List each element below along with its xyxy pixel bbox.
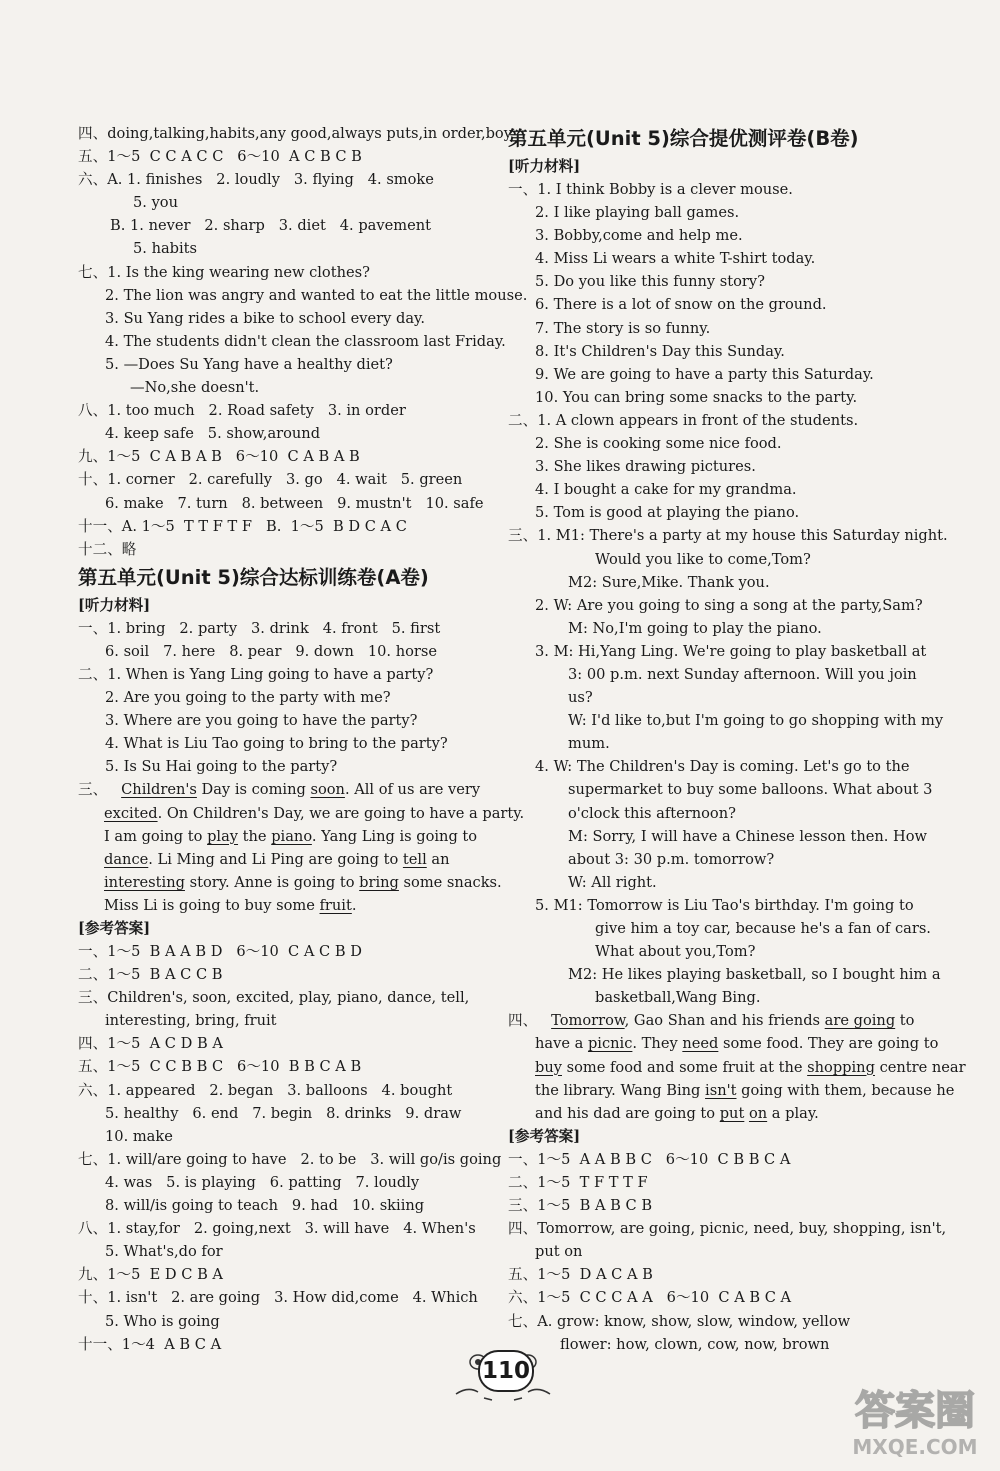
listening-material-header: [听力材料] — [78, 596, 151, 614]
listening-line: 4. Miss Li wears a white T-shirt today. — [535, 250, 816, 268]
answer-key-header: [参考答案] — [78, 920, 151, 937]
answer-line: 六、A. 1. finishes 2. loudly 3. flying 4. smoke — [78, 171, 434, 189]
answer-line: 5. —Does Su Yang have a healthy diet? — [105, 355, 393, 373]
blank-answer: put — [719, 1104, 745, 1122]
unit5-b-passage — [508, 1009, 966, 1124]
blank-answer: play — [207, 827, 239, 845]
answer-line: 二、1～5 T F T T F — [508, 1173, 648, 1191]
listening-line: 3: 00 p.m. next Sunday afternoon. Will you join — [568, 665, 917, 683]
answer-line: 8. will/is going to teach 9. had 10. skiing — [105, 1197, 425, 1215]
passage-text: some food. They are going to — [718, 1035, 939, 1053]
passage-text: some food and some fruit at the — [562, 1058, 808, 1076]
unit5-b-answers — [508, 1148, 947, 1356]
answer-line: 七、1. will/are going to have 2. to be 3. will go/is going — [78, 1150, 502, 1168]
unit5-a-passage — [78, 778, 525, 917]
listening-line: us? — [568, 689, 593, 707]
listening-line: 2. I like playing ball games. — [535, 204, 740, 222]
listening-line: mum. — [568, 735, 610, 753]
passage-text: and his dad are going to — [535, 1104, 720, 1122]
answer-line: 四、doing,talking,habits,any good,always puts,in order,boy — [78, 125, 512, 142]
answer-line: 4. keep safe 5. show,around — [105, 425, 321, 443]
answer-line: 一、1～5 A A B B C 6～10 C B B C A — [508, 1150, 791, 1168]
blank-answer: interesting — [104, 873, 185, 891]
passage-text: I am going to — [104, 827, 208, 845]
listening-line: 6. soil 7. here 8. pear 9. down 10. horse — [105, 642, 437, 660]
blank-answer: Children's — [121, 781, 197, 799]
passage-text: an — [426, 850, 450, 868]
listening-line: M: Sorry, I will have a Chinese lesson then. How — [568, 827, 928, 845]
blank-answer: need — [682, 1035, 719, 1053]
answer-line: 十一、1～4 A B C A — [78, 1335, 222, 1353]
listening-line: 二、1. A clown appears in front of the students. — [508, 411, 859, 429]
blank-answer: tell — [402, 850, 427, 868]
page-number: 110 — [478, 1350, 534, 1392]
listening-line: W: I'd like to,but I'm going to go shopping with my — [568, 712, 944, 730]
answer-line: B. 1. never 2. sharp 3. diet 4. pavement — [110, 217, 431, 235]
passage-text: story. Anne is going to — [184, 873, 360, 891]
listening-line: about 3: 30 p.m. tomorrow? — [568, 850, 775, 868]
passage-text: . They — [632, 1035, 683, 1053]
listening-line: What about you,Tom? — [595, 943, 756, 961]
blank-answer: soon — [310, 781, 345, 799]
listening-line: 8. It's Children's Day this Sunday. — [535, 342, 785, 360]
listening-line: 2. She is cooking some nice food. — [535, 435, 782, 453]
blank-answer: picnic — [587, 1035, 633, 1053]
listening-line: 5. M1: Tomorrow is Liu Tao's birthday. I'm going to — [535, 896, 914, 914]
answer-line: 5. habits — [133, 240, 198, 258]
answer-line: 五、1～5 C C A C C 6～10 A C B C B — [78, 148, 362, 166]
listening-line: basketball,Wang Bing. — [595, 989, 761, 1007]
listening-line: 2. Are you going to the party with me? — [105, 689, 391, 707]
answer-line: 10. make — [105, 1127, 173, 1145]
answer-line: 九、1～5 E D C B A — [78, 1266, 223, 1284]
answer-line: 六、1～5 C C C A A 6～10 C A B C A — [508, 1289, 792, 1307]
watermark-logo — [840, 1378, 990, 1463]
listening-line: 3. Bobby,come and help me. — [535, 227, 743, 245]
passage-text: to — [895, 1012, 915, 1030]
watermark-url: MXQE.COM — [852, 1435, 978, 1459]
listening-line: 5. Tom is good at playing the piano. — [535, 504, 800, 522]
unit5-a-title: 第五单元(Unit 5)综合达标训练卷(A卷) — [78, 565, 429, 589]
answer-line: 4. was 5. is playing 6. patting 7. loudly — [105, 1173, 420, 1191]
passage-text: . Li Ming and Li Ping are going to — [148, 850, 403, 868]
listening-line: W: All right. — [568, 873, 657, 891]
unit5-b-title: 第五单元(Unit 5)综合提优测评卷(B卷) — [508, 127, 859, 150]
passage-text: Miss Li is going to buy some — [104, 896, 320, 914]
blank-answer: bring — [359, 873, 399, 891]
listening-line: give him a toy car, because he's a fan of cars. — [595, 920, 931, 937]
answer-line: 十、1. corner 2. carefully 3. go 4. wait 5. green — [78, 471, 463, 489]
answer-line: 八、1. too much 2. Road safety 3. in order — [78, 402, 406, 420]
answer-line: flower: how, clown, cow, now, brown — [560, 1335, 830, 1353]
answer-line: 二、1～5 B A C C B — [78, 966, 223, 984]
answer-line: 六、1. appeared 2. began 3. balloons 4. bought — [78, 1081, 453, 1099]
listening-line: 2. W: Are you going to sing a song at the party,Sam? — [535, 596, 923, 614]
listening-line: Would you like to come,Tom? — [595, 550, 811, 568]
left-column — [78, 122, 528, 1356]
listening-line: 3. M: Hi,Yang Ling. We're going to play basketball at — [535, 642, 927, 660]
right-column — [508, 122, 966, 1356]
listening-line: supermarket to buy some balloons. What about 3 — [568, 781, 933, 799]
answer-line: interesting, bring, fruit — [105, 1012, 277, 1030]
answer-line: 十二、略 — [78, 540, 137, 558]
answer-line: 十、1. isn't 2. are going 3. How did,come 4. Which — [78, 1289, 478, 1307]
blank-answer: buy — [535, 1058, 562, 1076]
listening-line: 4. What is Liu Tao going to bring to the party? — [105, 735, 448, 753]
answer-line: 5. you — [133, 194, 178, 212]
answer-line: —No,she doesn't. — [130, 379, 260, 397]
answer-line: 九、1～5 C A B A B 6～10 C A B A B — [78, 448, 360, 466]
passage-text: have a — [535, 1035, 588, 1053]
answer-line: 三、Children's, soon, excited, play, piano, dance, tell, — [78, 989, 470, 1007]
listening-line: 三、1. M1: There's a party at my house this Saturday night. — [508, 527, 948, 545]
passage-label: 四、 — [508, 1012, 538, 1030]
answer-line: 5. healthy 6. end 7. begin 8. drinks 9. draw — [105, 1104, 462, 1122]
blank-answer: Tomorrow — [551, 1012, 625, 1030]
answer-line: put on — [535, 1243, 583, 1261]
answer-line: 五、1～5 D A C A B — [508, 1266, 653, 1284]
answer-line: 一、1～5 B A A B D 6～10 C A C B D — [78, 943, 362, 960]
blank-answer: are going — [824, 1012, 896, 1030]
blank-answer: excited — [104, 804, 158, 822]
passage-text: a play. — [767, 1104, 819, 1122]
listening-line: 3. She likes drawing pictures. — [535, 458, 756, 476]
listening-line: M2: He likes playing basketball, so I bought him a — [568, 966, 941, 984]
passage-text: Day is coming — [196, 781, 311, 799]
passage-text: some snacks. — [398, 873, 502, 891]
listening-line: 4. I bought a cake for my grandma. — [535, 481, 797, 499]
listening-line: M2: Sure,Mike. Thank you. — [568, 573, 770, 591]
unit5-b-listening — [508, 178, 948, 1009]
listening-line: M: No,I'm going to play the piano. — [568, 619, 822, 637]
blank-answer: fruit — [319, 896, 352, 914]
listening-line: 3. Where are you going to have the party? — [105, 712, 418, 730]
answer-line: 4. The students didn't clean the classroom last Friday. — [105, 332, 506, 350]
passage-text: . On Children's Day, we are going to have a party. — [157, 804, 525, 822]
listening-line: 一、1. I think Bobby is a clever mouse. — [508, 181, 793, 198]
unit5-a-answers — [78, 940, 502, 1356]
answer-key-header: [参考答案] — [508, 1127, 581, 1145]
passage-text: . — [351, 896, 357, 914]
listening-line: 6. There is a lot of snow on the ground. — [535, 296, 827, 314]
answer-line: 5. What's,do for — [105, 1243, 223, 1261]
passage-text: the — [238, 827, 272, 845]
listening-line: 7. The story is so funny. — [535, 319, 711, 337]
answer-line: 三、1～5 B A B C B — [508, 1197, 653, 1215]
answer-line: 2. The lion was angry and wanted to eat the little mouse. — [105, 286, 528, 304]
listening-line: o'clock this afternoon? — [568, 804, 736, 822]
listening-line: 10. You can bring some snacks to the party. — [535, 388, 858, 406]
listening-line: 5. Is Su Hai going to the party? — [105, 758, 338, 776]
blank-answer: dance — [104, 850, 149, 868]
unit4-answers — [78, 122, 528, 561]
passage-text: , Gao Shan and his friends — [624, 1012, 825, 1030]
watermark-text: 答案圈 — [855, 1388, 975, 1434]
listening-line: 二、1. When is Yang Ling going to have a party? — [78, 665, 434, 683]
answer-line: 6. make 7. turn 8. between 9. mustn't 10. safe — [105, 494, 484, 512]
blank-answer: on — [748, 1104, 768, 1122]
listening-material-header: [听力材料] — [508, 158, 581, 175]
answer-line: 3. Su Yang rides a bike to school every day. — [105, 309, 425, 327]
answer-line: 5. Who is going — [105, 1312, 220, 1330]
passage-label: 三、 — [78, 781, 108, 799]
passage-text: . All of us are very — [344, 781, 481, 799]
listening-line: 9. We are going to have a party this Saturday. — [535, 365, 874, 383]
answer-line: 四、1～5 A C D B A — [78, 1035, 223, 1053]
unit5-a-listening — [78, 617, 496, 779]
blank-answer: isn't — [705, 1081, 737, 1099]
answer-line: 八、1. stay,for 2. going,next 3. will have 4. When's — [78, 1220, 476, 1238]
passage-text: centre near — [874, 1058, 966, 1076]
passage-text: . Yang Ling is going to — [311, 827, 478, 845]
answer-line: 七、1. Is the king wearing new clothes? — [78, 263, 370, 281]
listening-line: 一、1. bring 2. party 3. drink 4. front 5. first — [78, 619, 441, 637]
listening-line: 5. Do you like this funny story? — [535, 273, 765, 291]
passage-text: going with them, because he — [736, 1081, 955, 1099]
blank-answer: shopping — [807, 1058, 875, 1076]
answer-line: 五、1～5 C C B B C 6～10 B B C A B — [78, 1058, 362, 1076]
passage-text: the library. Wang Bing — [535, 1081, 706, 1099]
answer-line: 十一、A. 1～5 T T F T F B. 1～5 B D C A C — [78, 517, 407, 535]
answer-line: 七、A. grow: know, show, slow, window, yellow — [508, 1312, 851, 1330]
answer-line: 四、Tomorrow, are going, picnic, need, buy, shopping, isn't, — [508, 1220, 947, 1238]
blank-answer: piano — [271, 827, 312, 845]
listening-line: 4. W: The Children's Day is coming. Let's go to the — [535, 758, 910, 776]
